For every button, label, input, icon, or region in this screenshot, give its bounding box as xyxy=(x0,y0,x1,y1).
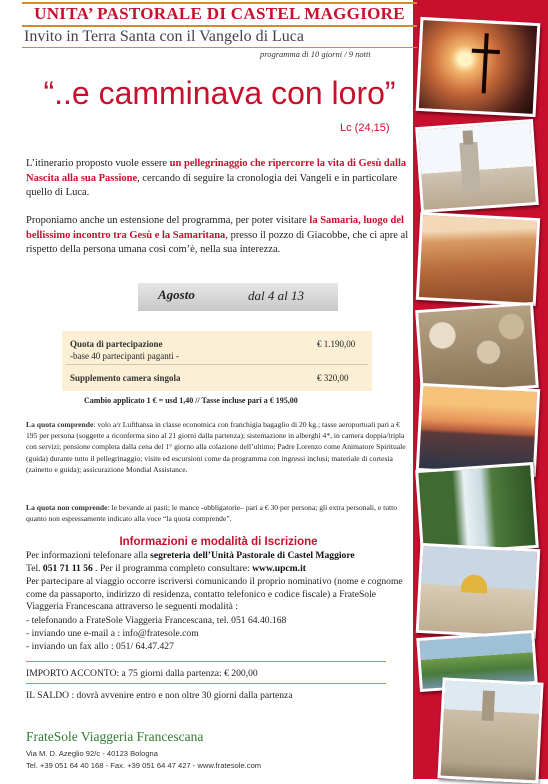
gospel-reference: Lc (24,15) xyxy=(340,122,390,134)
gospel-quote: “..e camminava con loro” xyxy=(43,75,396,111)
exchange-rate-note: Cambio applicato 1 € = usd 1,40 // Tasse incluse pari a € 195,00 xyxy=(84,396,298,405)
crucifix-sunset-photo xyxy=(416,17,541,117)
golden-dome-city-photo xyxy=(416,543,541,639)
quota-value: € 1.190,00 xyxy=(317,339,356,349)
travel-month: Agosto xyxy=(158,287,195,302)
title-rule xyxy=(22,25,417,27)
info-option-phone: - telefonando a FrateSole Viaggeria Francescana, tel. 051 64.40.168 xyxy=(26,615,287,626)
info-line-2: Tel. 051 71 11 56 . Per il programma completo consultare: www.upcm.it xyxy=(26,563,306,574)
desert-cliffs-photo xyxy=(416,212,540,306)
balance-text: IL SALDO : dovrà avvenire entro e non oltre 30 giorni dalla partenza xyxy=(26,690,293,701)
basilica-courtyard-photo xyxy=(437,677,543,783)
parish-title: UNITA’ PASTORALE DI CASTEL MAGGIORE xyxy=(34,4,405,23)
agency-contacts: Tel. +39 051 64 40 168 - Fax. +39 051 64 47 427 - www.fratesole.com xyxy=(26,761,262,770)
quota-label: Quota di partecipazione xyxy=(70,339,163,349)
info-option-email: - inviando une e-mail a : info@fratesole.com xyxy=(26,628,199,639)
church-bell-tower-photo xyxy=(415,119,539,213)
price-box xyxy=(62,331,372,391)
price-divider xyxy=(66,364,368,365)
intro-paragraph-2: Proponiamo anche un estensione del programma, per poter visitare la Samaria, luogo del bellissimo incontro tra Gesù e la Samaritana, presso il pozzo di Giacobbe, che ci apre al rispetto della persona umana così com’è, nella sua interezza. xyxy=(26,215,409,255)
waterfall-photo xyxy=(415,462,539,556)
includes-text: La quota comprende: volo a/r Lufthansa in classe economica con franchigia bagaglio di 20 kg.; tasse aeroportuali pari a € 195 per persona (soggette a riconferma sino al 21 giorni dalla partenza); sistemazione in alberghi 4*, in camera doppia/tripla con servizi; pensione completa dalla cena del 1° giorno alla colazione dell’ultimo; Padre Lorenzo come Animatore Spirituale (guida) durante tutto il pellegrinaggio; visite ed escursioni come da programma con ingressi inclusi; materiale di cortesia (zainetto e guida); assicurazione Mondial Assistance. xyxy=(26,420,406,474)
info-option-fax: - inviando un fax allo : 051/ 64.47.427 xyxy=(26,641,174,652)
info-line-1: Per informazioni telefonare alla segreteria dell’Unità Pastorale di Castel Maggiore xyxy=(26,550,355,561)
info-title: Informazioni e modalità di Iscrizione xyxy=(119,536,318,548)
subtitle-rule xyxy=(22,47,417,48)
agency-address: Via M. D. Azeglio 92/c - 40123 Bologna xyxy=(26,749,158,758)
supplement-label: Supplemento camera singola xyxy=(70,373,181,383)
website-link[interactable]: www.upcm.it xyxy=(252,563,306,574)
agency-name: FrateSole Viaggeria Francescana xyxy=(26,729,204,744)
invitation-subtitle: Invito in Terra Santa con il Vangelo di Luca xyxy=(24,28,304,45)
excludes-text: La quota non comprende: le bevande ai pasti; le mance -obbligatorie– pari a € 30 per persona; gli extra personali, e tutto quanto non espressamente indicato alla voce “la quota comprende”. xyxy=(26,503,398,524)
info-registration: Per partecipare al viaggio occorre iscriversi comunicando il proprio nominativo (nome e cognome come da passaporto, indirizzo di residenza, contatto telefonico e codice fiscale) a FrateSole Viaggeria Francescana attraverso le seguenti modalità : xyxy=(26,576,403,613)
travel-date-range: dal 4 al 13 xyxy=(248,288,304,303)
program-duration: programma di 10 giorni / 9 notti xyxy=(260,49,371,59)
stone-pebbles-photo xyxy=(415,302,539,396)
travel-dates-box xyxy=(138,283,338,311)
intro-paragraph-1: L’itinerario proposto vuole essere un pellegrinaggio che ripercorre la vita di Gesù dalla Nascita alla sua Passione, cercando di seguire la cronologia dei Vangeli e in particolare quello di Luca. xyxy=(26,158,407,198)
divider-2 xyxy=(26,683,386,684)
divider-1 xyxy=(26,661,386,662)
supplement-value: € 320,00 xyxy=(317,373,349,383)
deposit-text: IMPORTO ACCONTO: a 75 giorni dalla partenza: € 200,00 xyxy=(26,668,258,679)
quota-note: -base 40 partecipanti paganti - xyxy=(70,351,179,361)
